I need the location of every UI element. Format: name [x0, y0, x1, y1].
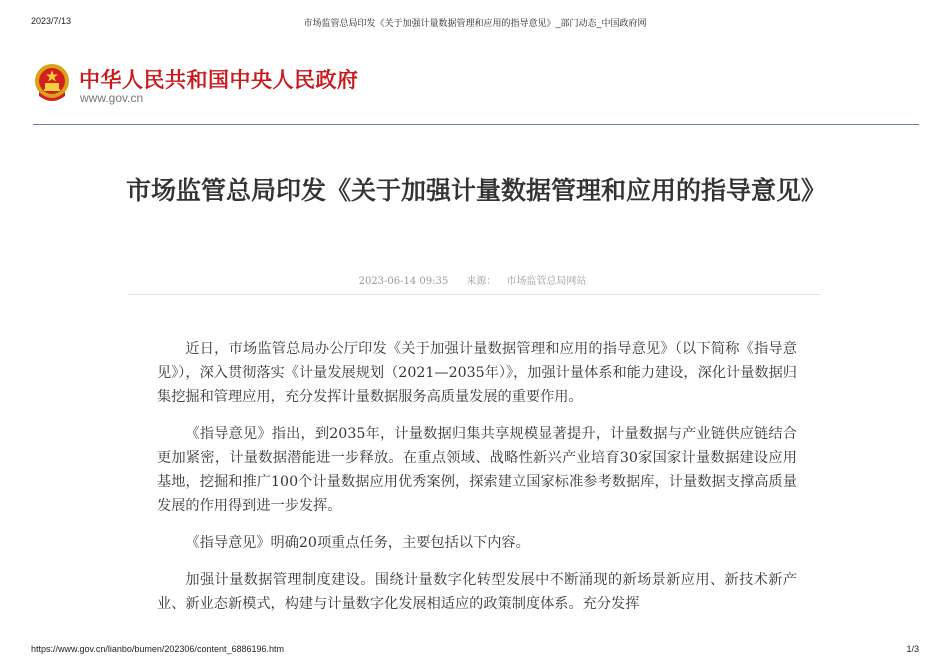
- print-page-title: 市场监管总局印发《关于加强计量数据管理和应用的指导意见》_部门动态_中国政府网: [303, 18, 647, 28]
- article-title: 市场监管总局印发《关于加强计量数据管理和应用的指导意见》: [125, 176, 826, 205]
- print-footer: [0, 642, 950, 656]
- header-divider: [33, 124, 919, 125]
- page-number: 1/3: [906, 644, 919, 654]
- source-name: 市场监管总局网站: [506, 276, 587, 287]
- paragraph: 近日，市场监管总局办公厅印发《关于加强计量数据管理和应用的指导意见》（以下简称《指导意见》），深入贯彻落实《计量发展规划（2021—2035年）》，加强计量体系和能力建设，深化计量数据归集挖掘和管理应用，充分发挥计量数据服务高质量发展的重要作用。: [157, 341, 797, 405]
- print-header: [0, 14, 950, 28]
- paragraph: 《指导意见》指出，到2035年，计量数据归集共享规模显著提升，计量数据与产业链供应链结合更加紧密，计量数据潜能进一步释放。在重点领域、战略性新兴产业培育30家国家计量数据建设应用基地，挖掘和推广100个计量数据应用优秀案例，探索建立国家标准参考数据库，计量数据支撑高质量发展的作用得到进一步发挥。: [157, 426, 797, 514]
- meta-divider: [128, 294, 821, 295]
- print-date: 2023/7/13: [31, 16, 72, 26]
- paragraph: 《指导意见》明确20项重点任务，主要包括以下内容。: [185, 535, 530, 551]
- paragraph: 加强计量数据管理制度建设。围绕计量数字化转型发展中不断涌现的新场景新应用、新技术新产业、新业态新模式，构建与计量数字化发展相适应的政策制度体系。充分发挥: [157, 572, 797, 612]
- site-url: www.gov.cn: [80, 91, 144, 105]
- article-meta: [0, 272, 950, 287]
- source-label: 来源：: [466, 276, 497, 287]
- publish-date: 2023-06-14 09:35: [358, 276, 449, 287]
- article-body: [157, 337, 797, 629]
- national-emblem-icon: [33, 62, 71, 102]
- site-name: 中华人民共和国中央人民政府: [79, 68, 359, 92]
- print-url: https://www.gov.cn/lianbo/bumen/202306/content_6886196.htm: [31, 644, 285, 654]
- site-logo[interactable]: [33, 60, 373, 106]
